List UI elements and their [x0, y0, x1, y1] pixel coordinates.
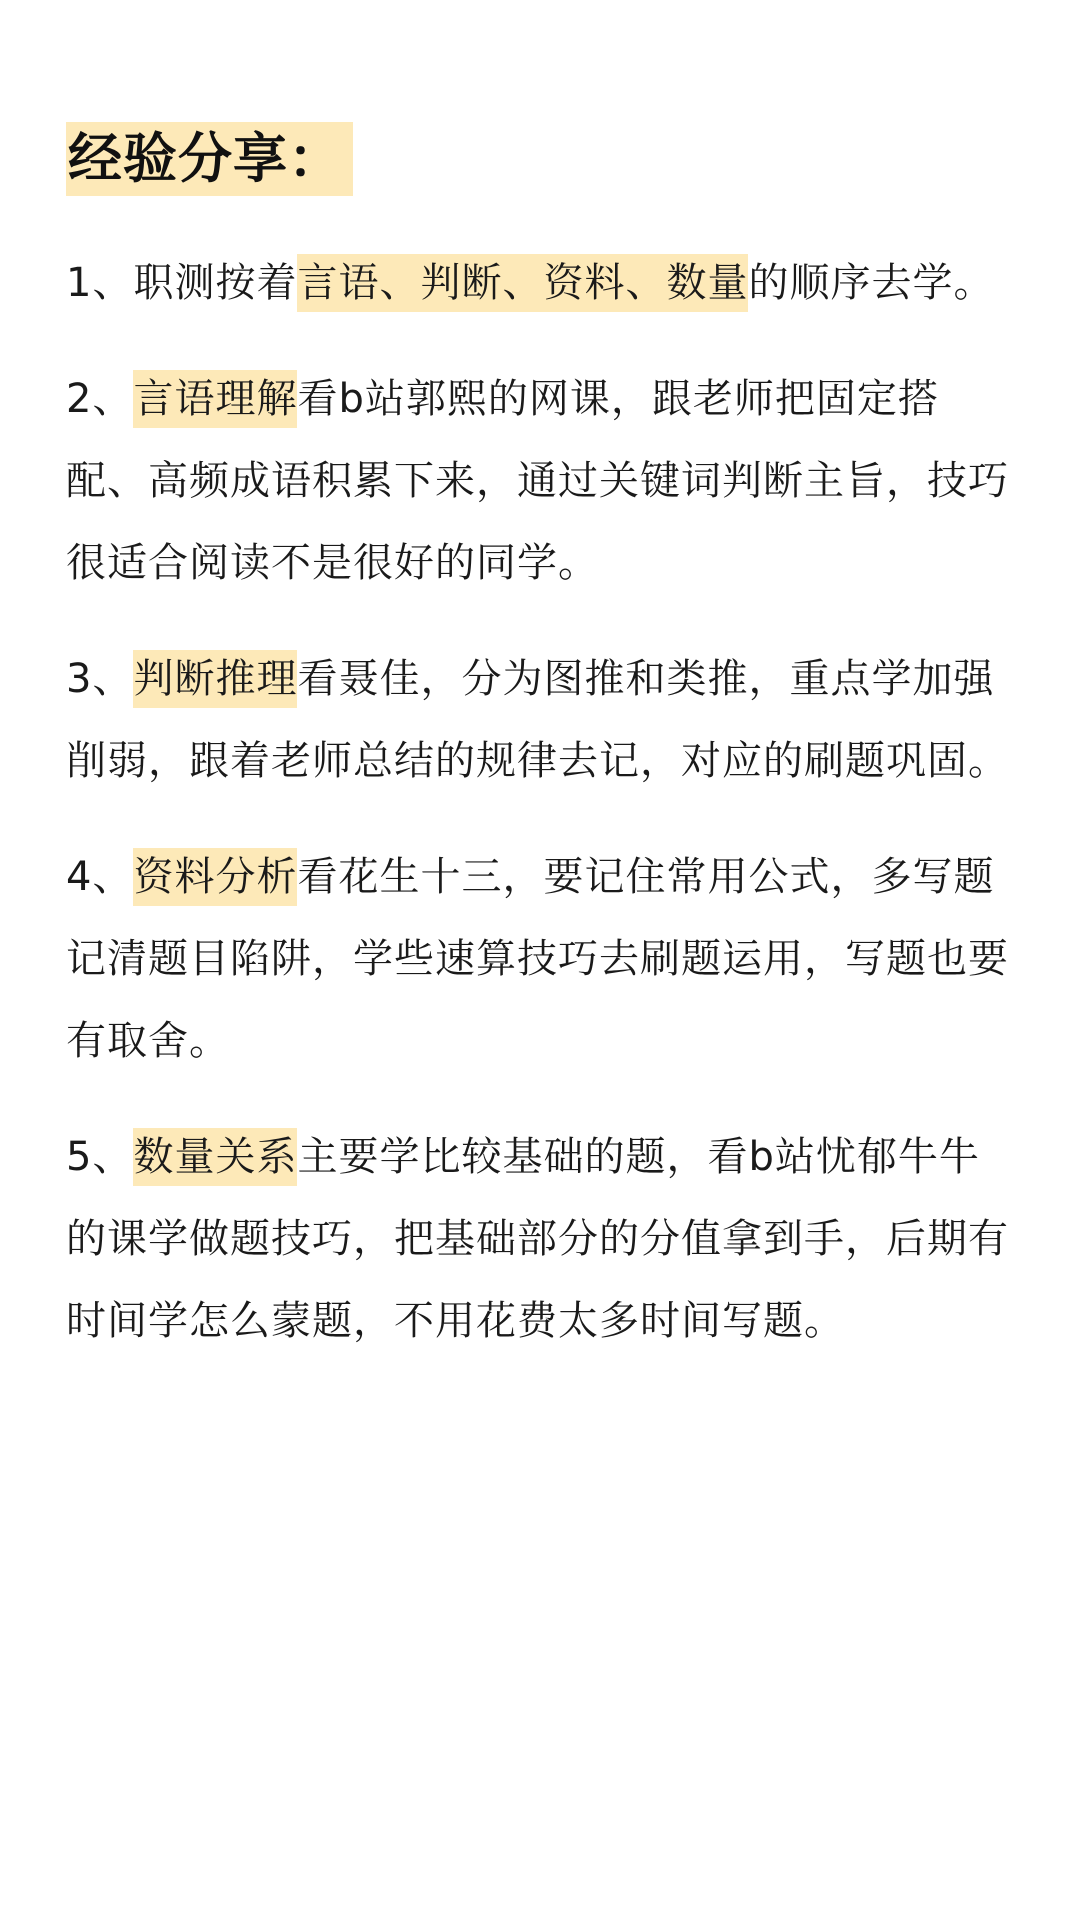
tip-text: 看花生十三，要记住常用公式，多写题记清题目陷阱，学些速算技巧去刷题运用，写题也要有取舍。 [66, 854, 1009, 1064]
tip-highlight: 言语、判断、资料、数量 [297, 254, 748, 312]
tip-prefix: 1、职测按着 [66, 260, 298, 306]
tip-prefix: 2、 [66, 376, 134, 422]
tip-item-2 [66, 358, 1020, 604]
tip-prefix: 5、 [66, 1134, 134, 1180]
tip-highlight: 言语理解 [133, 370, 297, 428]
tip-text: 看b站郭熙的网课，跟老师把固定搭配、高频成语积累下来，通过关键词判断主旨，技巧很适合阅读不是很好的同学。 [66, 376, 1009, 586]
tip-text: 的顺序去学。 [748, 260, 995, 306]
tip-highlight: 资料分析 [133, 848, 297, 906]
tip-item-1 [66, 242, 1020, 324]
tip-item-3 [66, 638, 1020, 802]
tip-highlight: 数量关系 [133, 1128, 297, 1186]
tip-prefix: 4、 [66, 854, 134, 900]
section-heading: 经验分享： [66, 122, 353, 196]
tip-prefix: 3、 [66, 656, 134, 702]
tip-text: 主要学比较基础的题，看b站忧郁牛牛的课学做题技巧，把基础部分的分值拿到手，后期有时间学怎么蒙题，不用花费太多时间写题。 [66, 1134, 1009, 1344]
tip-item-4 [66, 836, 1020, 1082]
tip-highlight: 判断推理 [133, 650, 297, 708]
tip-text: 看聂佳，分为图推和类推，重点学加强削弱，跟着老师总结的规律去记，对应的刷题巩固。 [66, 656, 1009, 784]
tip-item-5 [66, 1116, 1020, 1362]
